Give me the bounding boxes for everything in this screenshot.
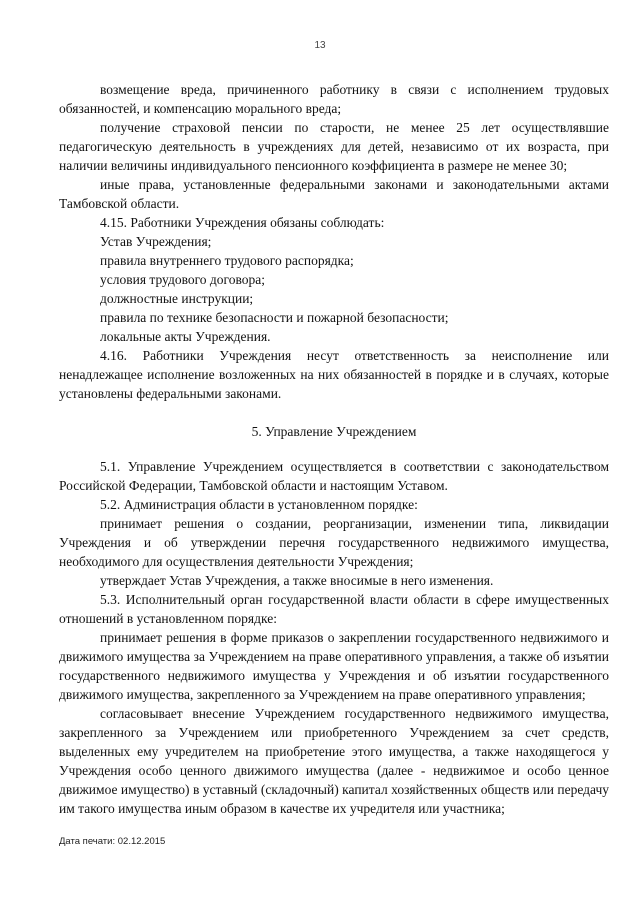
list-item: правила по технике безопасности и пожарной безопасности; bbox=[100, 310, 449, 325]
paragraph: получение страховой пенсии по старости, не менее 25 лет осуществлявшие педагогическую деятельность в учреждениях для детей, независимо от их возраста, при наличии величины индивидуального пенсионного коэффициента в размере не менее 30; bbox=[59, 120, 609, 173]
paragraph: иные права, установленные федеральными законами и законодательными актами Тамбовской области. bbox=[59, 177, 609, 211]
list-item: должностные инструкции; bbox=[100, 291, 254, 306]
paragraph: 4.16. Работники Учреждения несут ответственность за неисполнение или ненадлежащее исполнение возложенных на них обязанностей в порядке и в случаях, которые установлены федеральными законами. bbox=[59, 348, 609, 401]
paragraph: 5.2. Администрация области в установленном порядке: bbox=[100, 497, 418, 512]
list-item: Устав Учреждения; bbox=[100, 234, 212, 249]
page-number: 13 bbox=[314, 40, 326, 51]
document-body bbox=[59, 80, 609, 818]
list-item: локальные акты Учреждения. bbox=[100, 329, 271, 344]
section-heading: 5. Управление Учреждением bbox=[251, 424, 417, 439]
print-date: Дата печати: 02.12.2015 bbox=[59, 836, 166, 847]
paragraph: принимает решения в форме приказов о закреплении государственного недвижимого и движимого имущества за Учреждением на праве оперативного управления, а также об изъятии государственного недвижимого имущества у Учреждения и об изъятии государственного движимого имущества, закрепленного за Учреждением на праве оперативного управления; bbox=[59, 630, 609, 702]
paragraph: принимает решения о создании, реорганизации, изменении типа, ликвидации Учреждения и об утверждении перечня государственного недвижимого имущества, необходимого для осуществления деятельности Учреждения; bbox=[59, 516, 609, 569]
paragraph: 5.1. Управление Учреждением осуществляется в соответствии с законодательством Российской Федерации, Тамбовской области и настоящим Уставом. bbox=[59, 459, 609, 493]
paragraph: возмещение вреда, причиненного работнику в связи с исполнением трудовых обязанностей, и компенсацию морального вреда; bbox=[59, 82, 609, 116]
paragraph: 4.15. Работники Учреждения обязаны соблюдать: bbox=[100, 215, 385, 230]
paragraph: 5.3. Исполнительный орган государственной власти области в сфере имущественных отношений в установленном порядке: bbox=[59, 592, 609, 626]
list-item: условия трудового договора; bbox=[100, 272, 266, 287]
paragraph: утверждает Устав Учреждения, а также вносимые в него изменения. bbox=[100, 573, 494, 588]
paragraph: согласовывает внесение Учреждением государственного недвижимого имущества, закрепленного за Учреждением или приобретенного Учреждением за счет средств, выделенных ему учредителем на приобретение этого имущества, а также находящегося у Учреждения особо ценного движимого имущества (далее - недвижимое и особо ценное движимое имущество) в уставный (складочный) капитал хозяйственных обществ или передачу им такого имущества иным образом в качестве их учредителя или участника; bbox=[59, 706, 609, 816]
list-item: правила внутреннего трудового распорядка; bbox=[100, 253, 354, 268]
